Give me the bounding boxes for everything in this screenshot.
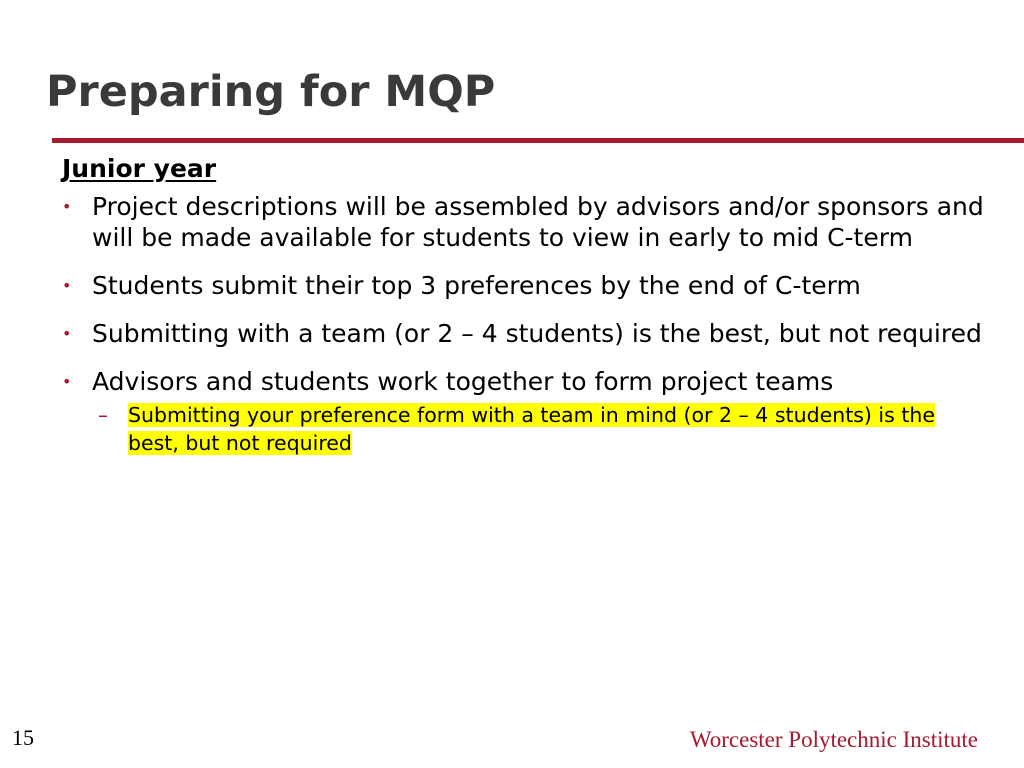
list-item <box>62 318 992 349</box>
slide-number: 15 <box>12 725 34 750</box>
highlighted-sub-bullet-text: Submitting your preference form with a team in mind (or 2 – 4 students) is the best, but not required <box>128 403 935 455</box>
bullet-text: Students submit their top 3 preferences by the end of C-term <box>92 271 861 300</box>
list-item <box>62 270 992 301</box>
sub-bullet-list <box>92 401 992 457</box>
list-item <box>62 366 992 457</box>
bullet-icon: • <box>62 324 72 343</box>
slide-content <box>62 153 992 457</box>
institution-name: Worcester Polytechnic Institute <box>689 727 978 752</box>
bullet-list <box>62 191 992 457</box>
bullet-icon: • <box>62 197 72 216</box>
bullet-text: Project descriptions will be assembled by advisors and/or sponsors and will be made available for students to view in early to mid C-term <box>92 192 984 252</box>
section-heading: Junior year <box>62 154 217 183</box>
bullet-text: Submitting with a team (or 2 – 4 students) is the best, but not required <box>92 319 982 348</box>
slide-title: Preparing for MQP <box>46 67 496 117</box>
dash-icon: – <box>98 403 108 427</box>
list-item <box>62 191 992 253</box>
bullet-icon: • <box>62 276 72 295</box>
title-divider <box>52 138 1024 143</box>
sub-list-item <box>92 401 992 457</box>
bullet-icon: • <box>62 372 72 391</box>
bullet-text: Advisors and students work together to form project teams <box>92 367 834 396</box>
